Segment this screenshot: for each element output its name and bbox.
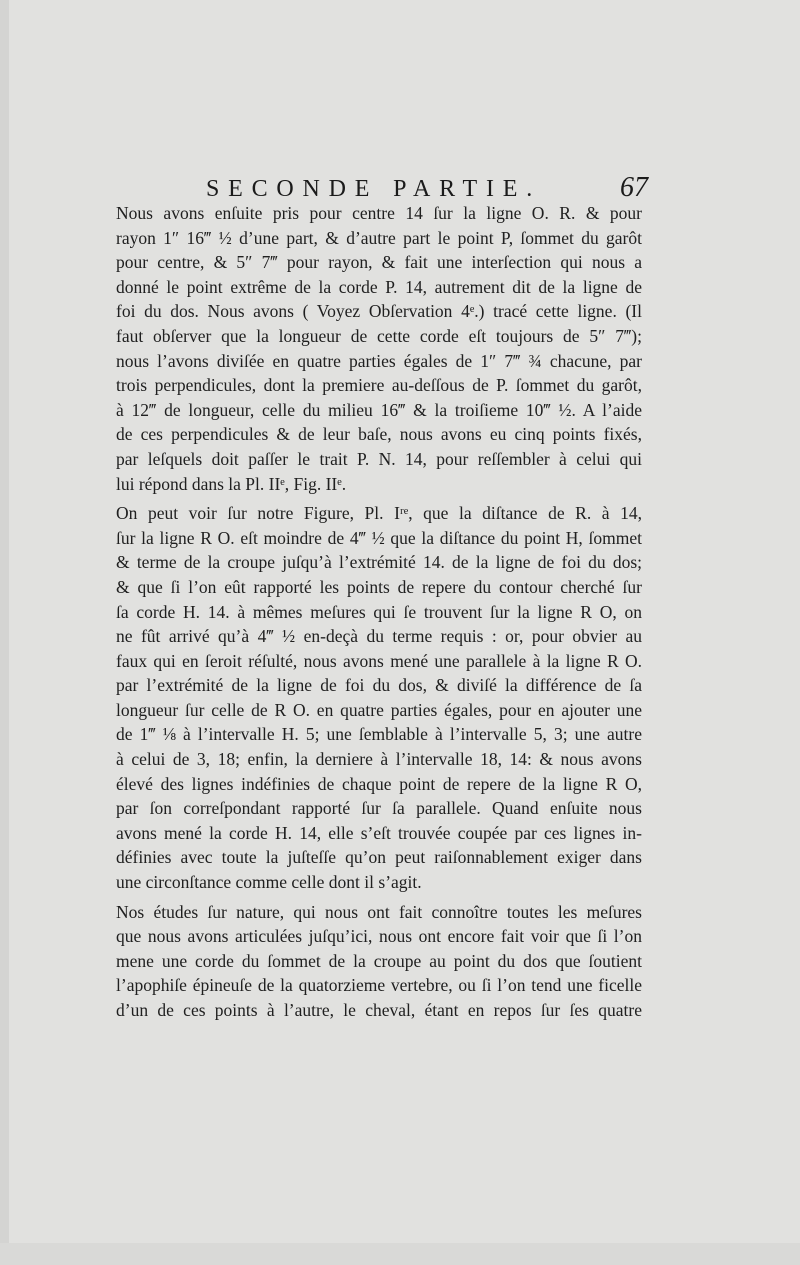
paragraph-2 (116, 501, 642, 895)
text-line: & que ſi l’on eût rapporté les points de repere du contour cherché ſur (116, 576, 642, 597)
text-line: avons mené la corde H. 14, elle s’eſt trouvée coupée par ces lignes in- (116, 822, 642, 843)
text-line: Nous avons enſuite pris pour centre 14 ſur la ligne O. R. & pour (116, 203, 642, 223)
text-line: & terme de la croupe juſqu’à l’extrémité 14. de la ligne de foi du dos; (116, 552, 642, 573)
text-line: faux qui en ſeroit réſulté, nous avons mené une parallele à la ligne R O. (116, 650, 642, 671)
text-line: Nos études ſur nature, qui nous ont fait connoître toutes les meſures (116, 901, 642, 922)
page-number: 67 (620, 172, 648, 203)
text-line: par l’extrémité de la ligne de foi du dos, & diviſé la différence de ſa (116, 675, 642, 696)
paragraph-3 (116, 900, 642, 1023)
text-line: par ſon correſpondant rapporté ſur ſa parallele. Quand enſuite nous (116, 798, 642, 819)
text-line: à 12‴ de longueur, celle du milieu 16‴ & la troiſieme 10‴ ½. A l’aide (116, 399, 642, 420)
text-line: l’apophiſe épineuſe de la quatorzieme vertebre, ou ſi l’on tend une ficelle (116, 975, 642, 996)
text-line: mene une corde du ſommet de la croupe au point du dos que ſoutient (116, 950, 642, 971)
paragraph-1 (116, 201, 642, 496)
text-line: rayon 1″ 16‴ ½ d’une part, & d’autre part le point P, ſommet du garôt (116, 227, 642, 248)
text-line: On peut voir ſur notre Figure, Pl. Iʳᵉ, que la diſtance de R. à 14, (116, 503, 642, 524)
text-line: d’un de ces points à l’autre, le cheval, étant en repos ſur ſes quatre (116, 1000, 642, 1020)
text-line: une circonſtance comme celle dont il s’agit. (116, 872, 422, 893)
text-line: trois perpendicules, dont la premiere au-deſſous de P. ſommet du garôt, (116, 375, 642, 396)
text-line: donné le point extrême de la corde P. 14, autrement dit de la ligne de (116, 276, 642, 297)
text-line: ne fût arrivé qu’à 4‴ ½ en-deçà du terme requis : or, pour obvier au (116, 626, 642, 647)
text-line: pour centre, & 5″ 7‴ pour rayon, & fait une interſection qui nous a (116, 252, 642, 273)
running-title: SECONDE PARTIE. (206, 176, 542, 202)
text-line: lui répond dans la Pl. IIᵉ, Fig. IIᵉ. (116, 473, 347, 494)
page-bottom-band (0, 1243, 800, 1265)
text-line: par leſquels doit paſſer le trait P. N. 14, pour reſſembler à celui qui (116, 448, 642, 469)
text-line: nous l’avons diviſée en quatre parties égales de 1″ 7‴ ¾ chacune, par (116, 350, 642, 371)
text-line: ſa corde H. 14. à mêmes meſures qui ſe trouvent ſur la ligne R O, on (116, 601, 642, 622)
text-line: à celui de 3, 18; enfin, la derniere à l’intervalle 18, 14: & nous avons (116, 749, 642, 770)
text-line: définies avec toute la juſteſſe qu’on peut raiſonnablement exiger dans (116, 847, 642, 868)
text-line: foi du dos. Nous avons ( Voyez Obſervation 4ᵉ.) tracé cette ligne. (Il (116, 301, 642, 322)
text-line: de 1‴ ⅛ à l’intervalle H. 5; une ſemblable à l’intervalle 5, 3; une autre (116, 724, 642, 745)
text-line: longueur ſur celle de R O. en quatre parties égales, pour en ajouter une (116, 699, 642, 720)
text-line: élevé des lignes indéfinies de chaque point de repere de la ligne R O, (116, 773, 642, 794)
text-line: que nous avons articulées juſqu’ici, nous ont encore fait voir que ſi l’on (116, 926, 642, 947)
body-text (116, 201, 642, 1023)
text-line: faut obſerver que la longueur de cette corde eſt toujours de 5″ 7‴); (116, 325, 642, 346)
text-line: de ces perpendicules & de leur baſe, nous avons eu cinq points fixés, (116, 424, 642, 445)
text-line: ſur la ligne R O. eſt moindre de 4‴ ½ que la diſtance du point H, ſommet (116, 527, 642, 548)
